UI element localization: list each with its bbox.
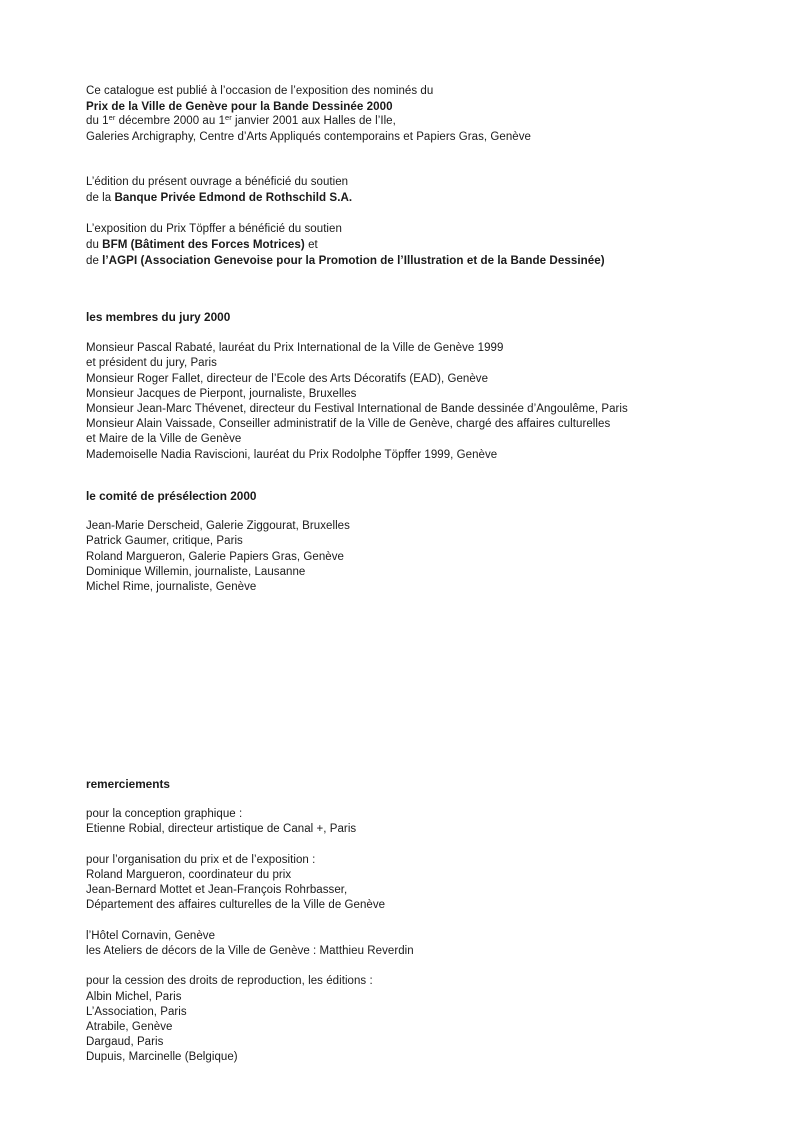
jury-member-line: Monsieur Jacques de Pierpont, journaliste, Bruxelles (86, 387, 357, 400)
jury-member-line: Monsieur Roger Fallet, directeur de l’Ecole des Arts Décoratifs (EAD), Genève (86, 372, 489, 385)
thanks-organisation-line: Roland Margueron, coordinateur du prix (86, 869, 292, 881)
support-line-4-prefix: du (86, 238, 103, 251)
committee-section (86, 489, 786, 595)
intro-line-1: Ce catalogue est publié à l’occasion de l’exposition des nominés du (86, 85, 434, 97)
jury-member-line: Monsieur Alain Vaissade, Conseiller administratif de la Ville de Genève, chargé des affaires culturelles (86, 418, 611, 431)
committee-member-line: Patrick Gaumer, critique, Paris (86, 535, 243, 548)
support-line-3: L’exposition du Prix Töpffer a bénéficié du soutien (86, 222, 342, 235)
intro-section (86, 84, 786, 145)
thanks-organisation-line: pour l’organisation du prix et de l’exposition : (86, 853, 316, 866)
support-line-4 (86, 237, 786, 253)
spacer (86, 914, 786, 929)
spacer (86, 838, 786, 853)
jury-member-line: Monsieur Pascal Rabaté, lauréat du Prix International de la Ville de Genève 1999 (86, 342, 504, 355)
dates-end: janvier 2001 aux Halles de l’Ile, (231, 115, 396, 128)
thanks-publisher-line: L’Association, Paris (86, 1005, 187, 1018)
spacer (86, 504, 786, 519)
jury-heading: les membres du jury 2000 (86, 310, 231, 324)
support-line-5-prefix: de (86, 255, 103, 267)
exhibition-dates (86, 114, 786, 129)
prize-title: Prix de la Ville de Genève pour la Bande Dessinée 2000 (86, 100, 393, 114)
support-line-4-suffix: et (304, 238, 318, 251)
support-section (86, 175, 786, 269)
committee-member-line: Michel Rime, journaliste, Genève (86, 581, 257, 594)
exhibition-venues: Galeries Archigraphy, Centre d’Arts Appliqués contemporains et Papiers Gras, Genève (86, 130, 531, 143)
spacer (86, 959, 786, 974)
spacer (86, 792, 786, 807)
support-line-2-prefix: de la (86, 192, 115, 205)
jury-member-line: et Maire de la Ville de Genève (86, 433, 242, 446)
thanks-heading: remerciements (86, 777, 170, 791)
catalogue-credits-page (86, 0, 786, 1131)
thanks-publisher-line: Dargaud, Paris (86, 1036, 164, 1049)
thanks-design-line: Etienne Robial, directeur artistique de Canal +, Paris (86, 823, 357, 836)
thanks-publisher-line: pour la cession des droits de reproduction, les éditions : (86, 975, 373, 988)
jury-member-line: Monsieur Jean-Marc Thévenet, directeur du Festival International de Bande dessinée d’Angoulême, Paris (86, 403, 628, 416)
dates-du: du 1 (86, 115, 109, 128)
sponsor-agpi: l’AGPI (Association Genevoise pour la Promotion de l’Illustration et de la Bande Dessinée) (102, 254, 605, 267)
committee-member-line: Jean-Marie Derscheid, Galerie Ziggourat, Bruxelles (86, 520, 350, 533)
dates-sup-2: er (225, 113, 232, 123)
committee-member-line: Dominique Willemin, journaliste, Lausanne (86, 565, 306, 578)
jury-member-line: Mademoiselle Nadia Raviscioni, lauréat du Prix Rodolphe Töpffer 1999, Genève (86, 448, 498, 461)
spacer (86, 325, 786, 341)
thanks-publisher-line: Atrabile, Genève (86, 1021, 173, 1033)
support-line-1: L’édition du présent ouvrage a bénéficié du soutien (86, 176, 349, 188)
sponsor-bank: Banque Privée Edmond de Rothschild S.A. (114, 191, 353, 205)
support-line-5 (86, 253, 786, 269)
support-line-2 (86, 190, 786, 206)
sponsor-bfm: BFM (Bâtiment des Forces Motrices) (102, 237, 305, 251)
thanks-section (86, 777, 786, 1066)
thanks-publisher-line: Dupuis, Marcinelle (Belgique) (86, 1051, 238, 1064)
thanks-design-line: pour la conception graphique : (86, 808, 243, 821)
jury-member-line: et président du jury, Paris (86, 357, 217, 370)
jury-section (86, 310, 786, 463)
thanks-organisation-line: Jean-Bernard Mottet et Jean-François Rohrbasser, (86, 884, 348, 897)
committee-heading: le comité de présélection 2000 (86, 489, 257, 503)
committee-member-line: Roland Margueron, Galerie Papiers Gras, Genève (86, 550, 344, 563)
thanks-partner-line: l’Hôtel Cornavin, Genève (86, 929, 216, 942)
thanks-publisher-line: Albin Michel, Paris (86, 990, 182, 1003)
dates-mid: décembre 2000 au 1 (115, 115, 226, 128)
dates-sup-1: er (108, 113, 116, 123)
thanks-partner-line: les Ateliers de décors de la Ville de Genève : Matthieu Reverdin (86, 945, 414, 957)
thanks-organisation-line: Département des affaires culturelles de la Ville de Genève (86, 899, 386, 912)
spacer (86, 206, 786, 221)
